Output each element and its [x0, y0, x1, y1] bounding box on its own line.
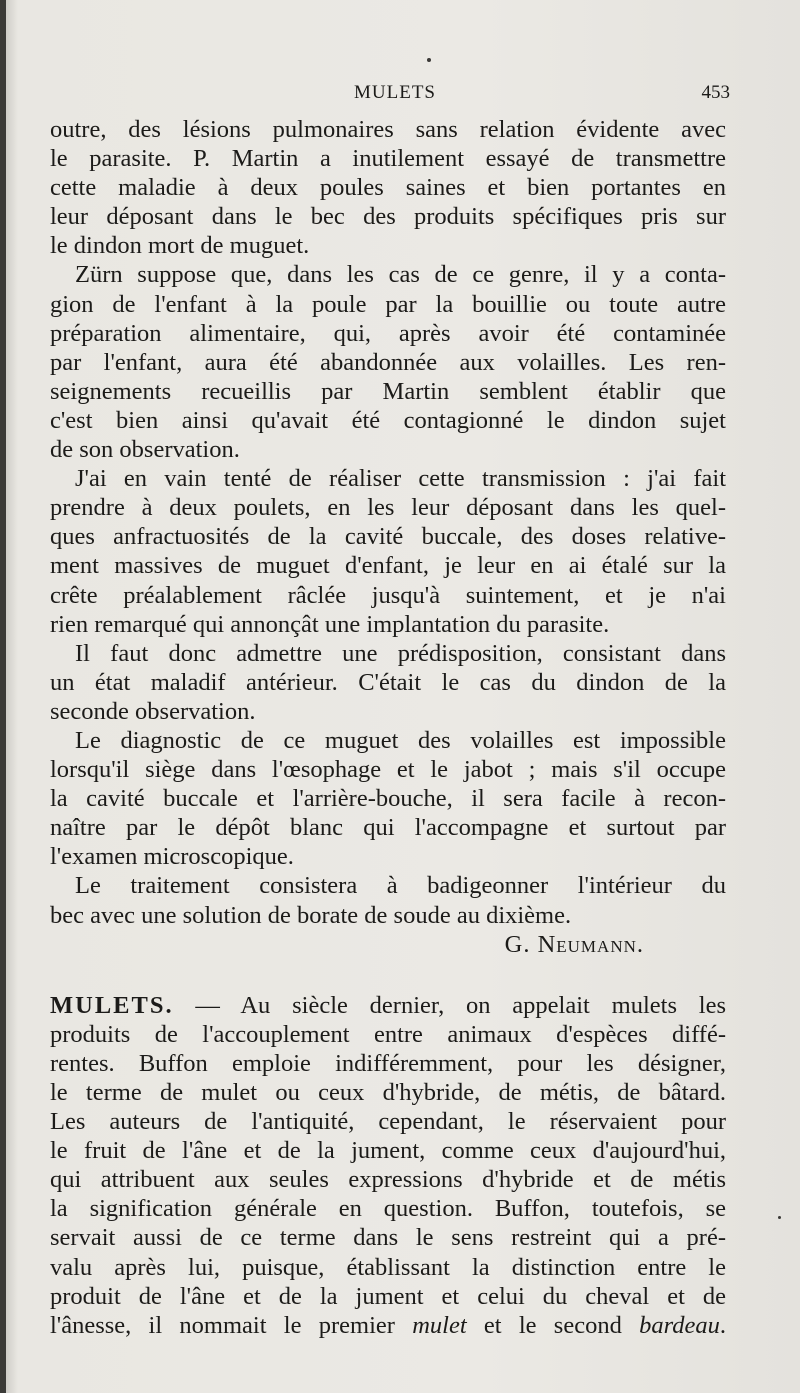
text-line: de son observation.: [50, 436, 240, 464]
page-header: [50, 82, 740, 110]
text-line: Zürn suppose que, dans les cas de ce genre, il y a conta-: [75, 261, 726, 289]
text-line: bec avec une solution de borate de soude au dixième.: [50, 901, 572, 929]
italic-term-bardeau: bardeau: [639, 1311, 720, 1339]
section-gap: [50, 959, 726, 991]
text-line: crête préalablement râclée jusqu'à suintement, et je n'ai: [50, 581, 726, 609]
body-text: [50, 115, 726, 1340]
page-gutter-shadow: [0, 0, 6, 1393]
text-line: Les auteurs de l'antiquité, cependant, le réservaient pour: [50, 1108, 726, 1136]
text-line: le fruit de l'âne et de la jument, comme ceux d'aujourd'hui,: [50, 1137, 726, 1165]
text-line: seignements recueillis par Martin semblent établir que: [50, 377, 726, 405]
article-first-line-text: — Au siècle dernier, on appelait mulets les: [173, 991, 726, 1019]
text-line: préparation alimentaire, qui, après avoir été contaminée: [50, 319, 726, 347]
ink-speck: [778, 1216, 781, 1219]
text-line: outre, des lésions pulmonaires sans relation évidente avec: [50, 116, 726, 143]
text-line: le terme de mulet ou ceux d'hybride, de métis, de bâtard.: [50, 1079, 726, 1106]
text-line: un état maladif antérieur. C'était le cas du dindon de la: [50, 668, 726, 696]
text-line: Il faut donc admettre une prédisposition, consistant dans: [75, 639, 726, 667]
text-line: J'ai en vain tenté de réaliser cette transmission : j'ai fait: [75, 465, 726, 493]
article-first-line: [50, 991, 726, 1020]
author-signature: G. Neumann.: [504, 930, 644, 958]
running-head: MULETS: [354, 82, 436, 103]
text-line: ques anfractuosités de la cavité buccale, des doses relative-: [50, 523, 726, 551]
ink-speck: [427, 58, 431, 62]
text-line: la signification générale en question. Buffon, toutefois, se: [50, 1195, 726, 1223]
text-line: c'est bien ainsi qu'avait été contagionné le dindon sujet: [50, 406, 726, 434]
text-line: seconde observation.: [50, 697, 256, 725]
article-headword: MULETS.: [50, 991, 174, 1019]
text-line: ment massives de muguet d'enfant, je leur en ai étalé sur la: [50, 552, 726, 580]
text-line: par l'enfant, aura été abandonnée aux volailles. Les ren-: [50, 348, 726, 376]
text-line: le dindon mort de muguet.: [50, 232, 310, 260]
article-last-line: [50, 1311, 726, 1340]
text-line: le parasite. P. Martin a inutilement essayé de transmettre: [50, 145, 726, 173]
text-line: valu après lui, puisque, établissant la distinction entre le: [50, 1253, 726, 1281]
text-line: lorsqu'il siège dans l'œsophage et le jabot ; mais s'il occupe: [50, 756, 726, 784]
text-line: Le diagnostic de ce muguet des volailles est impossible: [75, 726, 726, 754]
last-line-text: .: [719, 1311, 726, 1339]
text-line: la cavité buccale et l'arrière-bouche, il sera facile à recon-: [50, 785, 726, 813]
text-line: l'examen microscopique.: [50, 843, 294, 871]
text-line: qui attribuent aux seules expressions d'hybride et de métis: [50, 1166, 726, 1194]
last-line-text: et le second: [466, 1311, 640, 1339]
text-line: leur déposant dans le bec des produits spécifiques pris sur: [50, 203, 726, 231]
text-line: rien remarqué qui annonçât une implantation du parasite.: [50, 610, 610, 638]
text-line: naître par le dépôt blanc qui l'accompagne et surtout par: [50, 814, 726, 842]
page-number: 453: [701, 82, 730, 103]
text-line: produit de l'âne et de la jument et celui du cheval et de: [50, 1282, 726, 1310]
text-line: cette maladie à deux poules saines et bien portantes en: [50, 174, 726, 202]
last-line-text: l'ânesse, il nommait le premier: [50, 1311, 413, 1339]
text-line: servait aussi de ce terme dans le sens restreint qui a pré-: [50, 1224, 726, 1252]
text-line: rentes. Buffon emploie indifféremment, pour les désigner,: [50, 1049, 726, 1077]
italic-term-mulet: mulet: [412, 1311, 467, 1339]
text-line: produits de l'accouplement entre animaux d'espèces diffé-: [50, 1020, 726, 1048]
text-line: Le traitement consistera à badigeonner l'intérieur du: [75, 872, 726, 900]
text-line: gion de l'enfant à la poule par la bouillie ou toute autre: [50, 290, 726, 318]
text-line: prendre à deux poulets, en les leur déposant dans les quel-: [50, 494, 726, 522]
